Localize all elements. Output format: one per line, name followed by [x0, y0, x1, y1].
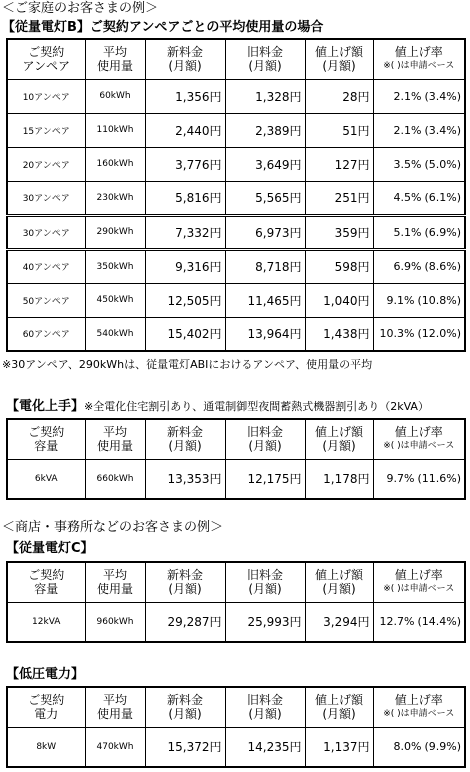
- denka-rate-table: [6, 418, 466, 500]
- cell-rate: [373, 79, 465, 113]
- lowv-section-label: 【低圧電力】: [6, 667, 85, 682]
- cell-contract: 10アンペア: [7, 79, 85, 113]
- rate-application-value: (6.1%): [424, 191, 461, 204]
- cell-contract: 30アンペア: [7, 215, 85, 249]
- cell-contract: 6kVA: [7, 459, 85, 499]
- header-increase: 値上げ額 (月額): [305, 419, 373, 459]
- rate-application-value: (3.4%): [424, 123, 461, 137]
- table-row: [7, 215, 465, 249]
- table-row: [7, 283, 465, 317]
- rate-value: 2.1%: [393, 123, 422, 137]
- cell-usage: 110kWh: [85, 113, 145, 147]
- header-rate: 値上げ率 ※( )は申請ベース: [373, 687, 465, 727]
- shop-title: ＜商店・事務所などのお客さまの例＞: [2, 520, 224, 535]
- header-usage: 平均 使用量: [85, 562, 145, 602]
- header-rate: 値上げ率 ※( )は申請ベース: [373, 419, 465, 459]
- cell-old-fee: 8,718円: [225, 249, 305, 283]
- home-rate-table: [6, 38, 466, 352]
- rate-application-value: (6.9%): [424, 225, 461, 239]
- cell-contract: 15アンペア: [7, 113, 85, 147]
- rate-value: 10.3%: [379, 327, 415, 341]
- rate-value: 8.0%: [393, 740, 422, 754]
- cell-contract: 60アンペア: [7, 317, 85, 351]
- rate-application-value: (10.8%): [417, 293, 461, 307]
- cell-increase: 1,137円: [305, 727, 373, 767]
- cell-increase: 598円: [305, 249, 373, 283]
- header-increase: 値上げ額 (月額): [305, 562, 373, 602]
- rate-value: 3.5%: [393, 157, 422, 171]
- cell-contract: 40アンペア: [7, 249, 85, 283]
- cell-usage: 450kWh: [85, 283, 145, 317]
- cell-rate: [373, 249, 465, 283]
- shop-section-label: 【従量電灯C】: [6, 541, 94, 556]
- table-row: [7, 249, 465, 283]
- cell-new-fee: 12,505円: [145, 283, 225, 317]
- table-row: [7, 317, 465, 351]
- cell-old-fee: 25,993円: [225, 602, 305, 642]
- cell-usage: 60kWh: [85, 79, 145, 113]
- cell-new-fee: 29,287円: [145, 602, 225, 642]
- cell-contract: 12kVA: [7, 602, 85, 642]
- cell-increase: 3,294円: [305, 602, 373, 642]
- header-new-fee: 新料金 (月額): [145, 419, 225, 459]
- cell-usage: 350kWh: [85, 249, 145, 283]
- cell-old-fee: 12,175円: [225, 459, 305, 499]
- cell-usage: 660kWh: [85, 459, 145, 499]
- cell-rate: [373, 727, 465, 767]
- header-contract: ご契約 容量: [7, 419, 85, 459]
- cell-increase: 1,178円: [305, 459, 373, 499]
- cell-rate: [373, 215, 465, 249]
- table-row: [7, 602, 465, 642]
- home-footnote: ※30アンペア、290kWhは、従量電灯ABIにおけるアンペア、使用量の平均: [2, 358, 373, 371]
- table-header-row: [7, 39, 465, 79]
- rate-application-value: (12.0%): [417, 327, 461, 341]
- header-old-fee: 旧料金 (月額): [225, 39, 305, 79]
- cell-increase: 28円: [305, 79, 373, 113]
- cell-new-fee: 5,816円: [145, 181, 225, 215]
- header-contract: ご契約 電力: [7, 687, 85, 727]
- rate-value: 4.5%: [393, 191, 422, 204]
- header-rate: 値上げ率 ※( )は申請ベース: [373, 562, 465, 602]
- rate-application-value: (3.4%): [424, 89, 461, 103]
- cell-old-fee: 5,565円: [225, 181, 305, 215]
- header-contract: ご契約 アンペア: [7, 39, 85, 79]
- table-row: [7, 79, 465, 113]
- header-usage: 平均 使用量: [85, 687, 145, 727]
- cell-rate: [373, 147, 465, 181]
- cell-contract: 30アンペア: [7, 181, 85, 215]
- cell-new-fee: 15,402円: [145, 317, 225, 351]
- cell-old-fee: 3,649円: [225, 147, 305, 181]
- rate-value: 6.9%: [393, 260, 422, 273]
- cell-contract: 50アンペア: [7, 283, 85, 317]
- home-title: ＜ご家庭のお客さまの例＞: [2, 1, 159, 16]
- cell-rate: [373, 602, 465, 642]
- home-section-label: 【従量電灯B】ご契約アンペアごとの平均使用量の場合: [2, 20, 324, 35]
- header-old-fee: 旧料金 (月額): [225, 562, 305, 602]
- cell-rate: [373, 283, 465, 317]
- rate-value: 12.7%: [379, 615, 415, 629]
- lowv-rate-table: [6, 686, 466, 768]
- cell-contract: 20アンペア: [7, 147, 85, 181]
- cell-new-fee: 3,776円: [145, 147, 225, 181]
- rate-application-value: (9.9%): [424, 740, 461, 754]
- table-row: [7, 147, 465, 181]
- table-row: [7, 459, 465, 499]
- cell-increase: 127円: [305, 147, 373, 181]
- rate-value: 9.1%: [386, 293, 415, 307]
- cell-rate: [373, 317, 465, 351]
- table-row: [7, 181, 465, 215]
- rate-application-value: (8.6%): [424, 260, 461, 273]
- cell-increase: 1,040円: [305, 283, 373, 317]
- cell-new-fee: 9,316円: [145, 249, 225, 283]
- header-old-fee: 旧料金 (月額): [225, 687, 305, 727]
- cell-new-fee: 1,356円: [145, 79, 225, 113]
- cell-usage: 290kWh: [85, 215, 145, 249]
- cell-usage: 230kWh: [85, 181, 145, 215]
- header-new-fee: 新料金 (月額): [145, 562, 225, 602]
- cell-new-fee: 7,332円: [145, 215, 225, 249]
- table-header-row: [7, 419, 465, 459]
- denka-section-note: ※全電化住宅割引あり、通電制御型夜間蓄熱式機器割引あり（2kVA）: [84, 400, 429, 413]
- cell-rate: [373, 113, 465, 147]
- header-increase: 値上げ額 (月額): [305, 39, 373, 79]
- cell-old-fee: 1,328円: [225, 79, 305, 113]
- cell-new-fee: 15,372円: [145, 727, 225, 767]
- cell-rate: [373, 459, 465, 499]
- rate-application-value: (14.4%): [417, 615, 461, 629]
- cell-usage: 470kWh: [85, 727, 145, 767]
- header-contract: ご契約 容量: [7, 562, 85, 602]
- cell-increase: 51円: [305, 113, 373, 147]
- rate-value: 9.7%: [386, 472, 415, 486]
- cell-old-fee: 6,973円: [225, 215, 305, 249]
- table-header-row: [7, 562, 465, 602]
- header-usage: 平均 使用量: [85, 39, 145, 79]
- denka-section-label: 【電化上手】: [6, 399, 85, 414]
- cell-increase: 1,438円: [305, 317, 373, 351]
- cell-new-fee: 13,353円: [145, 459, 225, 499]
- cell-usage: 540kWh: [85, 317, 145, 351]
- rate-value: 5.1%: [393, 225, 422, 239]
- cell-usage: 960kWh: [85, 602, 145, 642]
- table-row: [7, 727, 465, 767]
- header-usage: 平均 使用量: [85, 419, 145, 459]
- cell-old-fee: 11,465円: [225, 283, 305, 317]
- rate-application-value: (11.6%): [417, 472, 461, 486]
- rate-value: 2.1%: [393, 89, 422, 103]
- denka-section: [6, 399, 429, 415]
- shop-rate-table: [6, 561, 466, 643]
- cell-old-fee: 13,964円: [225, 317, 305, 351]
- rate-application-value: (5.0%): [424, 157, 461, 171]
- header-increase: 値上げ額 (月額): [305, 687, 373, 727]
- header-rate: 値上げ率 ※( )は申請ベース: [373, 39, 465, 79]
- header-old-fee: 旧料金 (月額): [225, 419, 305, 459]
- cell-new-fee: 2,440円: [145, 113, 225, 147]
- cell-usage: 160kWh: [85, 147, 145, 181]
- cell-increase: 251円: [305, 181, 373, 215]
- header-new-fee: 新料金 (月額): [145, 687, 225, 727]
- table-row: [7, 113, 465, 147]
- cell-old-fee: 2,389円: [225, 113, 305, 147]
- cell-contract: 8kW: [7, 727, 85, 767]
- cell-rate: [373, 181, 465, 215]
- cell-old-fee: 14,235円: [225, 727, 305, 767]
- header-new-fee: 新料金 (月額): [145, 39, 225, 79]
- cell-increase: 359円: [305, 215, 373, 249]
- table-header-row: [7, 687, 465, 727]
